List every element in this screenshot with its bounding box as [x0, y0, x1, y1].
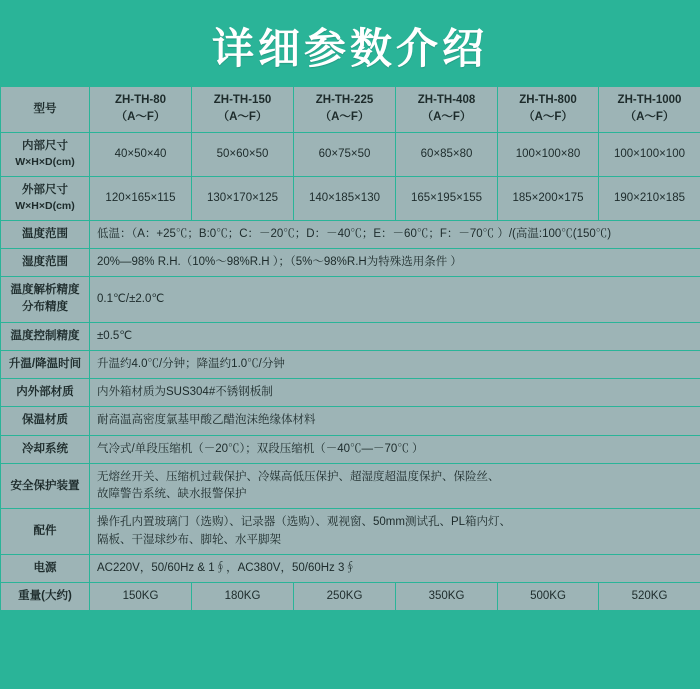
model-cell [498, 87, 599, 133]
inner-size-cell: 100×100×100 [599, 132, 700, 176]
row-label-humidity-range: 湿度范围 [1, 248, 90, 276]
table-row [1, 463, 700, 509]
insulation-value: 耐高温高密度氯基甲酸乙醋泡沫绝缘体材料 [90, 407, 700, 435]
inner-size-cell: 40×50×40 [90, 132, 192, 176]
spec-table-wrapper [0, 86, 700, 611]
table-row [1, 350, 700, 378]
table-row [1, 322, 700, 350]
table-row [1, 248, 700, 276]
table-row [1, 87, 700, 133]
weight-cell: 250KG [294, 583, 396, 611]
page-title: 详细参数介绍 [211, 25, 488, 72]
shell-material-value: 内外箱材质为SUS304#不锈钢板制 [90, 379, 700, 407]
accessories-value-line2: 隔板、干湿球纱布、脚轮、水平脚架 [97, 533, 281, 546]
row-label-outer-size-line1: 外部尺寸 [22, 183, 68, 196]
table-row [1, 407, 700, 435]
inner-size-cell: 50×60×50 [192, 132, 294, 176]
row-label-inner-size [1, 132, 90, 176]
outer-size-cell: 190×210×185 [599, 176, 700, 220]
ramp-time-value: 升温约4.0℃/分钟；降温约1.0℃/分钟 [90, 350, 700, 378]
row-label-insulation: 保温材质 [1, 407, 90, 435]
spec-table [0, 86, 700, 611]
outer-size-cell: 185×200×175 [498, 176, 599, 220]
row-label-weight: 重量(大约) [1, 583, 90, 611]
footer-spacer [0, 611, 700, 641]
table-row [1, 132, 700, 176]
row-label-temp-resolution-line2: 分布精度 [22, 301, 68, 314]
protection-value [90, 463, 700, 509]
weight-cell: 500KG [498, 583, 599, 611]
model-name: ZH-TH-800 [519, 94, 577, 107]
weight-cell: 150KG [90, 583, 192, 611]
row-label-accessories: 配件 [1, 509, 90, 555]
model-suffix: （A～F） [217, 111, 268, 124]
accessories-value-line1: 操作孔内置玻璃门（选购）、记录器（选购）、观视窗、50mm测试孔、PL箱内灯、 [97, 516, 512, 529]
outer-size-cell: 165×195×155 [396, 176, 498, 220]
row-label-inner-size-line1: 内部尺寸 [22, 139, 68, 152]
inner-size-cell: 60×85×80 [396, 132, 498, 176]
model-name: ZH-TH-80 [114, 94, 167, 107]
table-row [1, 435, 700, 463]
model-suffix: （A～F） [421, 111, 472, 124]
outer-size-cell: 130×170×125 [192, 176, 294, 220]
table-row [1, 583, 700, 611]
row-label-temp-range: 温度范围 [1, 220, 90, 248]
accessories-value [90, 509, 700, 555]
model-name: ZH-TH-225 [315, 94, 374, 107]
temp-resolution-value: 0.1℃/±2.0℃ [90, 277, 700, 323]
row-label-shell-material: 内外部材质 [1, 379, 90, 407]
temp-range-value: 低温：（A：+25℃；B:0℃；C：－20℃；D：－40℃；E：－60℃；F：－70℃ ）/(高温:100℃(150℃) [90, 220, 700, 248]
protection-value-line1: 无熔丝开关、压缩机过载保护、冷媒高低压保护、超湿度超温度保护、保险丝、 [97, 470, 500, 483]
cooling-value: 气冷式/单段压缩机（－20℃）；双段压缩机（－40℃—－70℃ ） [90, 435, 700, 463]
model-name: ZH-TH-408 [417, 94, 476, 107]
humidity-range-value: 20%—98% R.H.（10%～98%R.H ）；（5%～98%R.H为特殊选用条件 ） [90, 248, 700, 276]
row-label-protection: 安全保护装置 [1, 463, 90, 509]
row-label-outer-size-line2: W×H×D(cm) [15, 199, 75, 212]
table-row [1, 220, 700, 248]
weight-cell: 180KG [192, 583, 294, 611]
temp-control-value: ±0.5℃ [90, 322, 700, 350]
row-label-cooling: 冷却系统 [1, 435, 90, 463]
table-row [1, 277, 700, 323]
model-name: ZH-TH-1000 [617, 94, 682, 107]
model-suffix: （A～F） [523, 111, 573, 124]
row-label-temp-control: 温度控制精度 [1, 322, 90, 350]
table-row [1, 554, 700, 582]
inner-size-cell: 100×100×80 [498, 132, 599, 176]
protection-value-line2: 故障警告系统、缺水报警保护 [97, 488, 247, 501]
table-row [1, 509, 700, 555]
row-label-ramp-time: 升温/降温时间 [1, 350, 90, 378]
row-label-temp-resolution-line1: 温度解析精度 [10, 284, 80, 297]
model-cell [396, 87, 498, 133]
row-label-power: 电源 [1, 554, 90, 582]
row-label-inner-size-line2: W×H×D(cm) [15, 155, 75, 168]
power-value: AC220V，50/60Hz & 1∮，AC380V，50/60Hz 3∮ [90, 554, 700, 582]
weight-cell: 520KG [599, 583, 700, 611]
row-label-outer-size [1, 176, 90, 220]
outer-size-cell: 140×185×130 [294, 176, 396, 220]
model-suffix: （A～F） [115, 111, 166, 124]
row-label-temp-resolution [1, 277, 90, 323]
model-cell [294, 87, 396, 133]
model-cell [90, 87, 192, 133]
table-row [1, 176, 700, 220]
model-suffix: （A～F） [319, 111, 370, 124]
weight-cell: 350KG [396, 583, 498, 611]
row-label-model: 型号 [1, 87, 90, 133]
model-name: ZH-TH-150 [213, 94, 272, 107]
model-suffix: （A～F） [624, 111, 675, 124]
table-row [1, 379, 700, 407]
inner-size-cell: 60×75×50 [294, 132, 396, 176]
outer-size-cell: 120×165×115 [90, 176, 192, 220]
model-cell [192, 87, 294, 133]
model-cell [599, 87, 700, 133]
